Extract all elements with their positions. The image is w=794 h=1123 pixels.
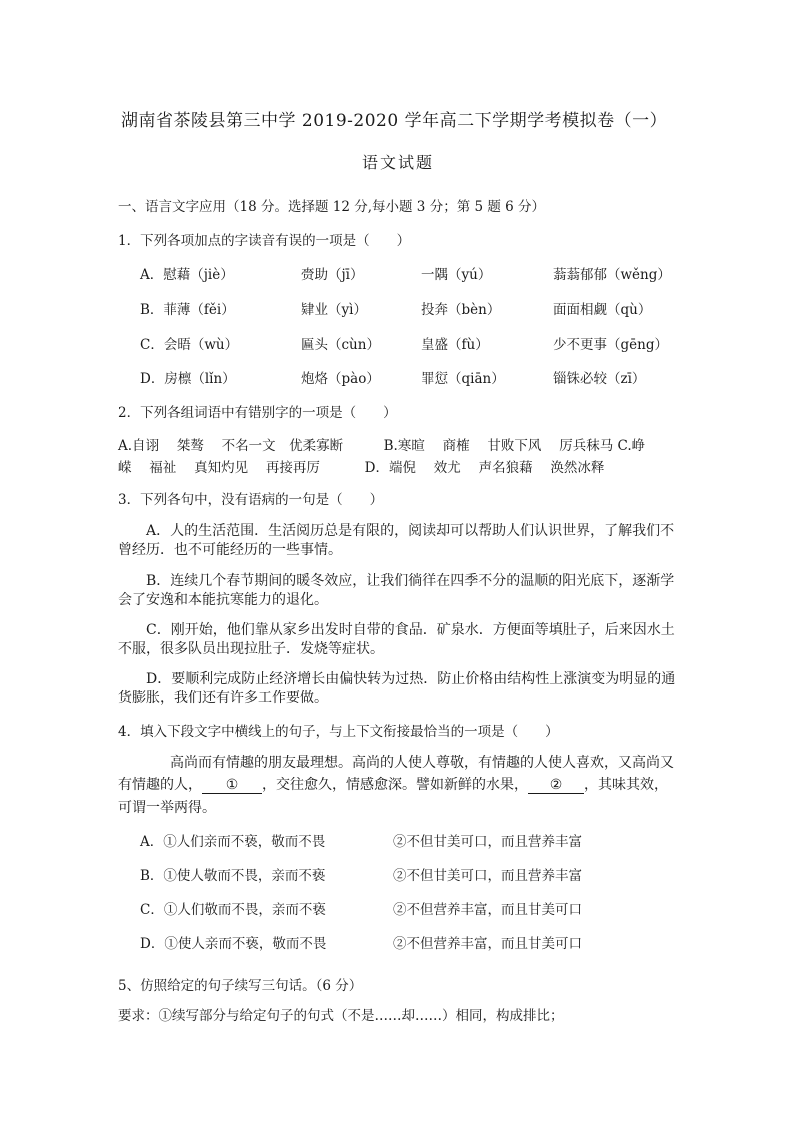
section-heading: 一、语言文字应用（18 分。选择题 12 分,每小题 3 分；第 5 题 6 分）: [118, 199, 546, 215]
q1-option: 面面相觑（qù）: [553, 302, 652, 318]
q4-option-part: ②不但营养丰富，而且甘美可口: [393, 936, 582, 952]
q4-passage-line: [118, 774, 668, 794]
question-5-stem: 5、仿照给定的句子续写三句话。（6 分）: [118, 978, 363, 994]
q3-option-b: B．连续几个春节期间的暖冬效应，让我们徜徉在四季不分的温顺的阳光底下，逐渐学: [146, 573, 675, 589]
q1-option: A．慰藉（jiè）: [140, 267, 234, 283]
q2-options-line: A.自诩 桀骜 不名一文 优柔寡断 B.寒暄 商榷 甘败下风 厉兵秣马 C.峥: [118, 438, 646, 454]
blank-2[interactable]: ②: [528, 777, 584, 794]
exam-subtitle: 语文试题: [362, 153, 435, 172]
q3-option-b-cont: 会了安逸和本能抗寒能力的退化。: [118, 592, 328, 608]
q4-passage-text: ，其味其效，: [584, 777, 668, 793]
blank-1[interactable]: ①: [202, 777, 262, 794]
q1-option: 蓊蓊郁郁（wěng）: [553, 267, 671, 283]
question-4-stem: 4．填入下段文字中横线上的句子，与上下文衔接最恰当的一项是（ ）: [118, 724, 559, 740]
q3-option-c-cont: 不服，很多队员出现拉肚子．发烧等症状。: [118, 641, 384, 657]
q4-passage-line: 高尚而有情趣的朋友最理想。高尚的人使人尊敬，有情趣的人使人喜欢，又高尚又: [170, 755, 674, 771]
q2-options-line: 嵘 福祉 真知灼见 再接再厉 D．端倪 效尤 声名狼藉 涣然冰释: [118, 460, 605, 476]
q1-option: 投奔（bèn）: [421, 302, 501, 318]
q1-option: 匾头（cùn）: [301, 337, 380, 353]
q4-option: C．①人们敬而不畏，亲而不亵: [140, 902, 326, 918]
q4-option: D．①使人亲而不亵，敬而不畏: [140, 936, 327, 952]
q3-option-c: C．刚开始，他们靠从家乡出发时自带的食品．矿泉水．方便面等填肚子，后来因水土: [146, 622, 675, 638]
q1-option: 赍助（jī）: [301, 267, 364, 283]
q4-option-part: ②不但甘美可口，而且营养丰富: [393, 834, 582, 850]
q4-option-part: ②不但营养丰富，而且甘美可口: [393, 902, 582, 918]
q3-option-a-cont: 曾经历．也不可能经历的一些事情。: [118, 542, 342, 558]
q1-option: 皇盛（fù）: [421, 337, 489, 353]
q1-option: 肄业（yì）: [301, 302, 367, 318]
q1-option: 少不更事（gēng）: [553, 337, 668, 353]
exam-title: 湖南省茶陵县第三中学 2019-2020 学年高二下学期学考模拟卷（一）: [121, 111, 668, 131]
q1-option: 炮烙（pào）: [301, 371, 380, 387]
q1-option: 锱铢必较（zī）: [553, 371, 646, 387]
question-1-stem: 1．下列各项加点的字读音有误的一项是（ ）: [118, 233, 411, 249]
q1-option: 一隅（yú）: [421, 267, 492, 283]
q4-option: A．①人们亲而不亵，敬而不畏: [140, 834, 326, 850]
q5-requirement: 要求：①续写部分与给定句子的句式（不是……却……）相同，构成排比；: [118, 1008, 564, 1024]
q4-passage-text: 有情趣的人，: [118, 777, 202, 793]
q3-option-d-cont: 货膨胀，我们还有许多工作要做。: [118, 690, 328, 706]
question-2-stem: 2．下列各组词语中有错别字的一项是（ ）: [118, 405, 397, 421]
q1-option: D．房檩（lǐn）: [140, 371, 236, 387]
question-3-stem: 3．下列各句中，没有语病的一句是（ ）: [118, 492, 384, 508]
q4-passage-text: ，交往愈久，情感愈深。譬如新鲜的水果，: [262, 777, 528, 793]
q1-option: B．菲薄（fěi）: [140, 302, 235, 318]
q3-option-d: D．要顺利完成防止经济增长由偏快转为过热．防止价格由结构性上涨演变为明显的通: [146, 671, 676, 687]
q4-passage-line: 可谓一举两得。: [118, 800, 216, 816]
q1-option: C．会晤（wù）: [140, 337, 239, 353]
q4-option-part: ②不但甘美可口，而且营养丰富: [393, 868, 582, 884]
q1-option: 罪愆（qiān）: [421, 371, 505, 387]
q3-option-a: A．人的生活范围．生活阅历总是有限的，阅读却可以帮助人们认识世界，了解我们不: [146, 523, 675, 539]
q4-option: B．①使人敬而不畏，亲而不亵: [140, 868, 326, 884]
